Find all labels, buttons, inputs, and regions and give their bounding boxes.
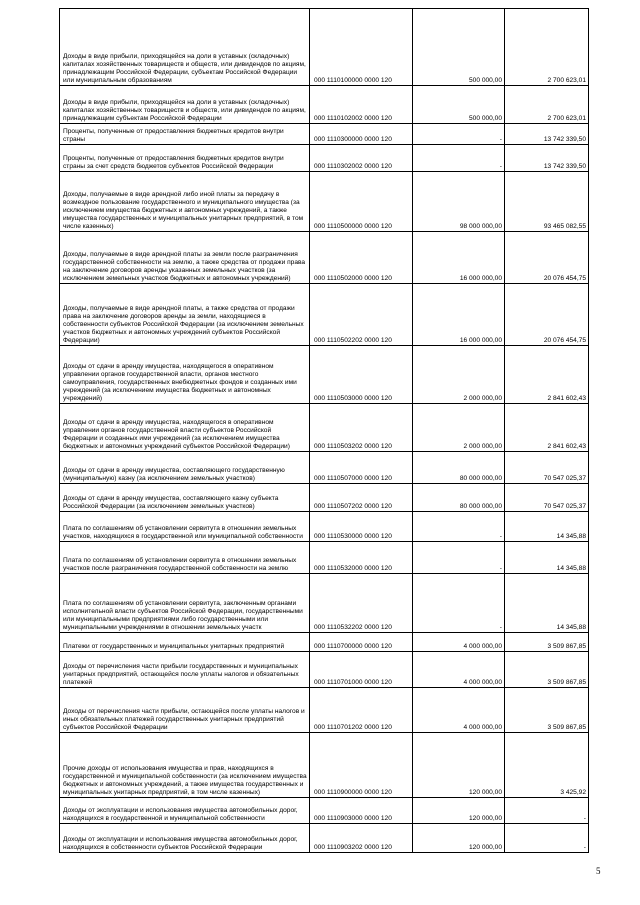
table-row [60, 346, 589, 404]
row-budget-code: 000 1110503000 0000 120 [310, 346, 413, 404]
row-budget-code: 000 1110502000 0000 120 [310, 232, 413, 284]
row-planned-amount: 4 000 000,00 [413, 652, 505, 688]
row-budget-code: 000 1110302002 0000 120 [310, 145, 413, 172]
row-budget-code: 000 1110100000 0000 120 [310, 9, 413, 86]
table-row [60, 145, 589, 172]
row-actual-amount: 14 345,88 [505, 574, 589, 633]
row-budget-code: 000 1110530000 0000 120 [310, 512, 413, 542]
row-planned-amount: 4 000 000,00 [413, 633, 505, 652]
table-row [60, 542, 589, 574]
row-actual-amount: 2 700 623,01 [505, 9, 589, 86]
row-budget-code: 000 1110903202 0000 120 [310, 824, 413, 853]
row-budget-code: 000 1110532000 0000 120 [310, 542, 413, 574]
row-actual-amount: 2 841 602,43 [505, 404, 589, 452]
row-description: Доходы от перечисления части прибыли, остающейся после уплаты налогов и иных обязательных платежей государственных унитарных предприятий субъектов Российской Федерации [60, 688, 310, 733]
row-budget-code: 000 1110701000 0000 120 [310, 652, 413, 688]
row-actual-amount: 3 509 867,85 [505, 652, 589, 688]
row-actual-amount: 20 076 454,75 [505, 284, 589, 346]
row-budget-code: 000 1110507000 0000 120 [310, 452, 413, 484]
row-description: Проценты, полученные от предоставления бюджетных кредитов внутри страны [60, 124, 310, 145]
table-row [60, 798, 589, 824]
row-planned-amount: 120 000,00 [413, 798, 505, 824]
row-planned-amount: - [413, 145, 505, 172]
row-budget-code: 000 1110701202 0000 120 [310, 688, 413, 733]
row-actual-amount: 3 509 867,85 [505, 633, 589, 652]
row-description: Доходы от сдачи в аренду имущества, находящегося в оперативном управлении органов государственной власти, органов местного самоуправления, государственных внебюджетных фондов и созданных ими учреждений (за исключением имущества бюджетных и автономных учреждений) [60, 346, 310, 404]
row-budget-code: 000 1110900000 0000 120 [310, 733, 413, 798]
row-actual-amount: 13 742 339,50 [505, 124, 589, 145]
row-budget-code: 000 1110500000 0000 120 [310, 172, 413, 232]
row-description: Платежи от государственных и муниципальных унитарных предприятий [60, 633, 310, 652]
row-planned-amount: 120 000,00 [413, 733, 505, 798]
row-description: Доходы, получаемые в виде арендной либо иной платы за передачу в возмездное пользование государственного и муниципального имущества (за исключением имущества бюджетных и автономных учреждений, а также имущества государственных и муниципальных унитарных предприятий, в том числе казенных) [60, 172, 310, 232]
row-description: Доходы от сдачи в аренду имущества, находящегося в оперативном управлении органов государственной власти субъектов Российской Федерации и созданных ими учреждений (за исключением имущества бюджетных и автономных учреждений субъектов Российской Федерации) [60, 404, 310, 452]
row-description: Доходы в виде прибыли, приходящейся на доли в уставных (складочных) капиталах хозяйственных товариществ и обществ, или дивидендов по акциям, принадлежащим Российской Федерации, субъектам Российской Федерации или муниципальным образованиям [60, 9, 310, 86]
row-description: Доходы от эксплуатации и использования имущества автомобильных дорог, находящихся в собственности субъектов Российской Федерации [60, 824, 310, 853]
row-planned-amount: 80 000 000,00 [413, 452, 505, 484]
row-actual-amount: 3 425,92 [505, 733, 589, 798]
row-description: Прочие доходы от использования имущества и прав, находящихся в государственной и муниципальной собственности (за исключением имущества бюджетных и автономных учреждений, а также имущества государственных и муниципальных унитарных предприятий, в том числе казенных) [60, 733, 310, 798]
row-planned-amount: - [413, 574, 505, 633]
revenue-table [59, 8, 589, 853]
table-row [60, 172, 589, 232]
table-row [60, 574, 589, 633]
table-row [60, 124, 589, 145]
table-row [60, 512, 589, 542]
row-actual-amount: 70 547 025,37 [505, 452, 589, 484]
table-row [60, 733, 589, 798]
row-actual-amount: 2 700 623,01 [505, 86, 589, 124]
row-description: Доходы от сдачи в аренду имущества, составляющего государственную (муниципальную) казну (за исключением земельных участков) [60, 452, 310, 484]
row-actual-amount: 13 742 339,50 [505, 145, 589, 172]
row-planned-amount: - [413, 542, 505, 574]
row-budget-code: 000 1110300000 0000 120 [310, 124, 413, 145]
row-actual-amount: 2 841 602,43 [505, 346, 589, 404]
row-description: Доходы от перечисления части прибыли государственных и муниципальных унитарных предприятий, остающейся после уплаты налогов и обязательных платежей [60, 652, 310, 688]
row-planned-amount: 16 000 000,00 [413, 232, 505, 284]
row-planned-amount: 16 000 000,00 [413, 284, 505, 346]
row-actual-amount: 14 345,88 [505, 542, 589, 574]
revenue-table-sheet [59, 8, 586, 853]
row-description: Проценты, полученные от предоставления бюджетных кредитов внутри страны за счет средств бюджетов субъектов Российской Федерации [60, 145, 310, 172]
table-row [60, 232, 589, 284]
row-actual-amount: 70 547 025,37 [505, 484, 589, 512]
row-description: Доходы от эксплуатации и использования имущества автомобильных дорог, находящихся в государственной и муниципальной собственности [60, 798, 310, 824]
row-budget-code: 000 1110102002 0000 120 [310, 86, 413, 124]
row-description: Доходы в виде прибыли, приходящейся на доли в уставных (складочных) капиталах хозяйственных товариществ и обществ, или дивидендов по акциям, принадлежащим субъектам Российской Федерации [60, 86, 310, 124]
row-description: Доходы, получаемые в виде арендной платы за земли после разграничения государственной собственности на землю, а также средства от продажи права на заключение договоров аренды указанных земельных участков (за исключением земельных участков бюджетных и автономных учреждений) [60, 232, 310, 284]
row-planned-amount: 2 000 000,00 [413, 404, 505, 452]
row-description: Доходы, получаемые в виде арендной платы, а также средства от продажи права на заключение договоров аренды за земли, находящиеся в собственности субъектов Российской Федерации (за исключением земельных участков бюджетных и автономных учреждений субъектов Российской Федерации) [60, 284, 310, 346]
table-row [60, 404, 589, 452]
table-row [60, 484, 589, 512]
row-actual-amount: 93 465 082,55 [505, 172, 589, 232]
row-budget-code: 000 1110903000 0000 120 [310, 798, 413, 824]
row-planned-amount: 120 000,00 [413, 824, 505, 853]
row-budget-code: 000 1110503202 0000 120 [310, 404, 413, 452]
row-planned-amount: 500 000,00 [413, 86, 505, 124]
row-description: Доходы от сдачи в аренду имущества, составляющего казну субъекта Российской Федерации (за исключением земельных участков) [60, 484, 310, 512]
row-budget-code: 000 1110700000 0000 120 [310, 633, 413, 652]
row-budget-code: 000 1110502202 0000 120 [310, 284, 413, 346]
table-row [60, 688, 589, 733]
row-planned-amount: - [413, 124, 505, 145]
row-actual-amount: - [505, 798, 589, 824]
table-row [60, 86, 589, 124]
table-row [60, 452, 589, 484]
row-actual-amount: - [505, 824, 589, 853]
row-description: Плата по соглашениям об установлении сервитута в отношении земельных участков после разграничения государственной собственности на землю [60, 542, 310, 574]
row-planned-amount: 4 000 000,00 [413, 688, 505, 733]
table-row [60, 633, 589, 652]
row-actual-amount: 20 076 454,75 [505, 232, 589, 284]
revenue-table-body [60, 9, 589, 853]
table-row [60, 824, 589, 853]
row-budget-code: 000 1110532202 0000 120 [310, 574, 413, 633]
row-planned-amount: 80 000 000,00 [413, 484, 505, 512]
row-planned-amount: 2 000 000,00 [413, 346, 505, 404]
row-actual-amount: 14 345,88 [505, 512, 589, 542]
row-planned-amount: 500 000,00 [413, 9, 505, 86]
page-number: 5 [596, 866, 601, 876]
row-description: Плата по соглашениям об установлении сервитута, заключенным органами исполнительной власти субъектов Российской Федерации, государственными или муниципальными предприятиями либо государственными или муниципальными учреждениями в отношении земельных участк [60, 574, 310, 633]
table-row [60, 652, 589, 688]
row-description: Плата по соглашениям об установлении сервитута в отношении земельных участков, находящихся в государственной или муниципальной собственности [60, 512, 310, 542]
table-row [60, 284, 589, 346]
row-planned-amount: 98 000 000,00 [413, 172, 505, 232]
table-row [60, 9, 589, 86]
row-budget-code: 000 1110507202 0000 120 [310, 484, 413, 512]
row-planned-amount: - [413, 512, 505, 542]
row-actual-amount: 3 509 867,85 [505, 688, 589, 733]
